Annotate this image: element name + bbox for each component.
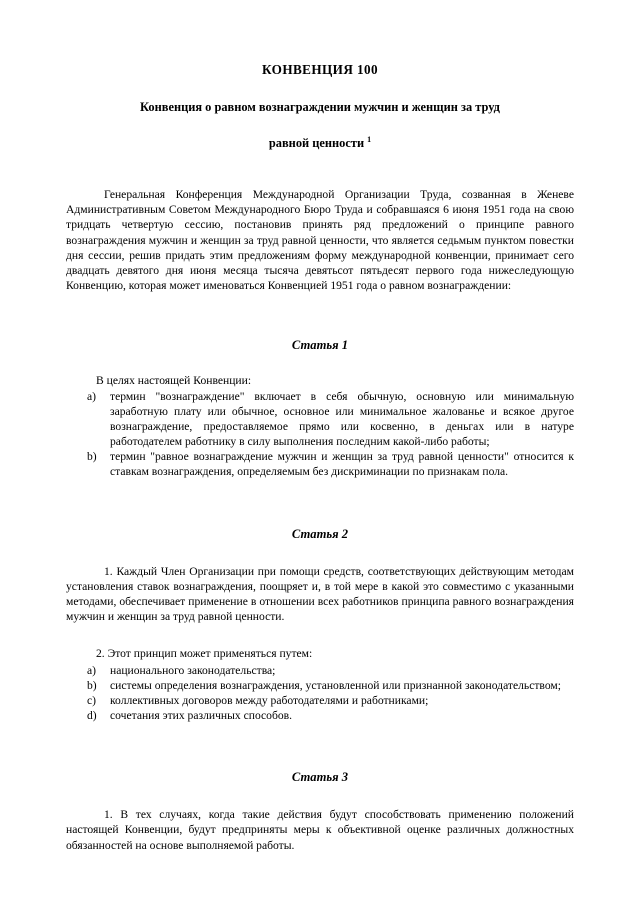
list-item-text: сочетания этих различных способов. <box>110 709 293 723</box>
article-heading-2: Статья 2 <box>291 526 349 541</box>
list-item-text: термин "вознаграждение" включает в себя обычную, основную или минимальную заработную плату или обычное, основное или минимальное жалованье и всякое другое вознаграждение, предоставляемое прямо или косвенно, в деньгах или в натуре работодателем работнику в силу выполнения последним какой-либо работы; <box>110 389 574 449</box>
list-item <box>66 449 574 479</box>
list-item-text: системы определения вознаграждения, установленной или признанной законодательством; <box>110 679 561 693</box>
article-2-lead-in-2: 2. Этот принцип может применяться путем: <box>96 646 313 660</box>
list-item-text: коллективных договоров между работодателями и работниками; <box>110 694 429 708</box>
document-content <box>66 0 574 853</box>
list-item-marker: b) <box>87 679 97 693</box>
list-item <box>66 663 574 678</box>
list-item <box>66 693 574 708</box>
list-item-marker: a) <box>87 664 97 677</box>
footnote-marker: 1 <box>367 134 372 144</box>
list-item-text: национального законодательства; <box>110 664 276 677</box>
list-item-text: термин "равное вознаграждение мужчин и женщин за труд равной ценности" относится к ставкам вознаграждения, определяемым без дискриминации по признакам пола. <box>110 450 574 479</box>
article-1-lead-in: В целях настоящей Конвенции: <box>96 373 252 387</box>
list-item-marker: a) <box>87 389 97 403</box>
list-item <box>66 389 574 449</box>
article-heading-1: Статья 1 <box>291 337 349 352</box>
preamble-paragraph: Генеральная Конференция Международной Организации Труда, созванная в Женеве Административным Советом Международного Бюро Труда и собравшаяся 6 июня 1951 года на свою тридцать четвертую сессию, постановив принять ряд предложений о принципе равного вознаграждения мужчин и женщин за труд равной ценности, что является седьмым пунктом повестки дня сессии, решив придать этим предложениям форму международной конвенции, принимает сего двадцать девятого дня июня месяца тысяча девятьсот пятьдесят первого года нижеследующую Конвенцию, которая может именоваться Конвенцией 1951 года о равном вознаграждении: <box>66 188 574 292</box>
article-2-paragraph-1: 1. Каждый Член Организации при помощи средств, соответствующих действующим методам установления ставок вознаграждения, поощряет и, в той мере в какой это совместимо с указанными методами, обеспечивает применение в отношении всех работников принципа равного вознаграждения мужчин и женщин за труд равной ценности. <box>66 564 574 623</box>
article-1-list <box>66 388 574 480</box>
page-title: КОНВЕНЦИЯ 100 <box>262 62 378 77</box>
list-item-marker: b) <box>87 450 97 464</box>
list-item <box>66 708 574 723</box>
document-subtitle-line-2 <box>66 115 574 151</box>
list-item-marker: d) <box>87 709 97 723</box>
document-subtitle-line-2-text: равной ценности <box>268 136 365 151</box>
list-item-marker: c) <box>87 694 97 708</box>
list-item <box>66 678 574 693</box>
article-2-list <box>66 661 574 723</box>
document-subtitle-line-1: Конвенция о равном вознаграждении мужчин и женщин за труд <box>140 99 500 114</box>
article-3-paragraph-1: 1. В тех случаях, когда такие действия будут способствовать применению положений настоящей Конвенции, будут предприняты меры к объективной оценке различных должностных обязанностей на основе выполняемой работы. <box>66 808 574 852</box>
article-heading-3: Статья 3 <box>291 770 349 785</box>
